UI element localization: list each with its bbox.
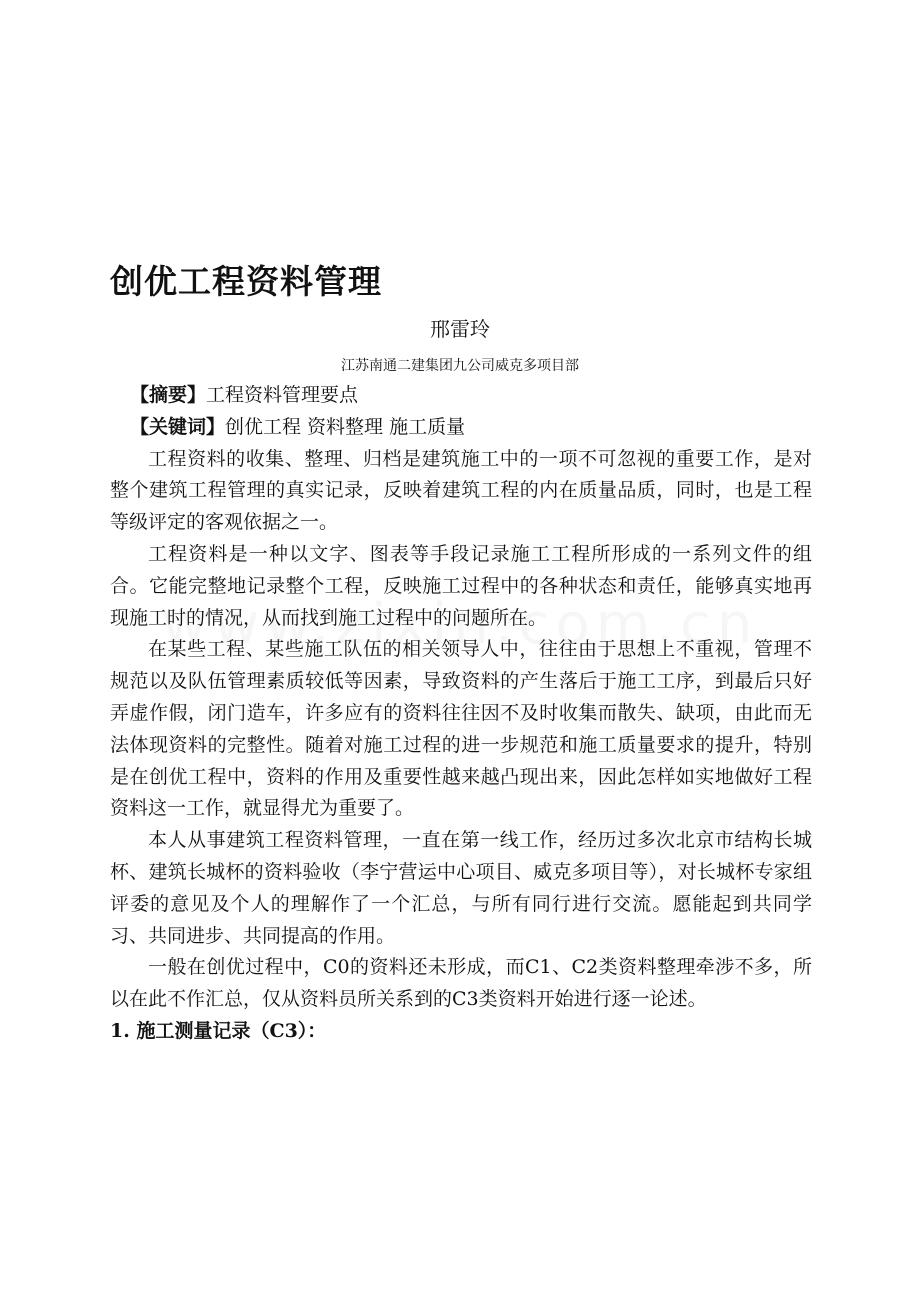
abstract-text: 工程资料管理要点 <box>206 384 359 406</box>
body-paragraph: 工程资料的收集、整理、归档是建筑施工中的一项不可忽视的重要工作，是对整个建筑工程管理的真实记录，反映着建筑工程的内在质量品质，同时，也是工程等级评定的客观依据之一。 <box>110 447 812 534</box>
abstract-line <box>110 380 812 412</box>
keywords-text: 创优工程 资料整理 施工质量 <box>225 415 466 438</box>
keywords-label: 【关键词】 <box>130 415 226 438</box>
body-paragraph: 工程资料是一种以文字、图表等手段记录施工工程所形成的一系列文件的组合。它能完整地记录整个工程，反映施工过程中的各种状态和责任，能够真实地再现施工时的情况，从而找到施工过程中的问题所在。 <box>110 542 812 629</box>
abstract-label: 【摘要】 <box>130 384 207 406</box>
author-affiliation: 江苏南通二建集团九公司威克多项目部 <box>341 358 579 374</box>
author-name: 邢雷玲 <box>430 317 490 341</box>
body-paragraph: 本人从事建筑工程资料管理，一直在第一线工作，经历过多次北京市结构长城杯、建筑长城杯的资料验收（李宁营运中心项目、威克多项目等），对长城杯专家组评委的意见及个人的理解作了一个汇总，与所有同行进行交流。愿能起到共同学习、共同进步、共同提高的作用。 <box>110 829 812 947</box>
body-paragraph: 一般在创优过程中，C0的资料还未形成，而C1、C2类资料整理牵涉不多，所以在此不作汇总，仅从资料员所关系到的C3类资料开始进行逐一论述。 <box>110 956 812 1011</box>
document-title: 创优工程资料管理 <box>110 262 382 301</box>
document-body <box>110 380 812 1048</box>
keywords-line <box>110 412 812 444</box>
section-heading: 1. 施工测量记录（C3）： <box>110 1019 327 1042</box>
body-paragraph: 在某些工程、某些施工队伍的相关领导人中，往往由于思想上不重视，管理不规范以及队伍管理素质较低等因素，导致资料的产生落后于施工工序，到最后只好弄虚作假，闭门造车，许多应有的资料往往因不及时收集而散失、缺项，由此而无法体现资料的完整性。随着对施工过程的进一步规范和施工质量要求的提升，特别是在创优工程中，资料的作用及重要性越来越凸现出来，因此怎样如实地做好工程资料这一工作，就显得尤为重要了。 <box>110 638 812 820</box>
